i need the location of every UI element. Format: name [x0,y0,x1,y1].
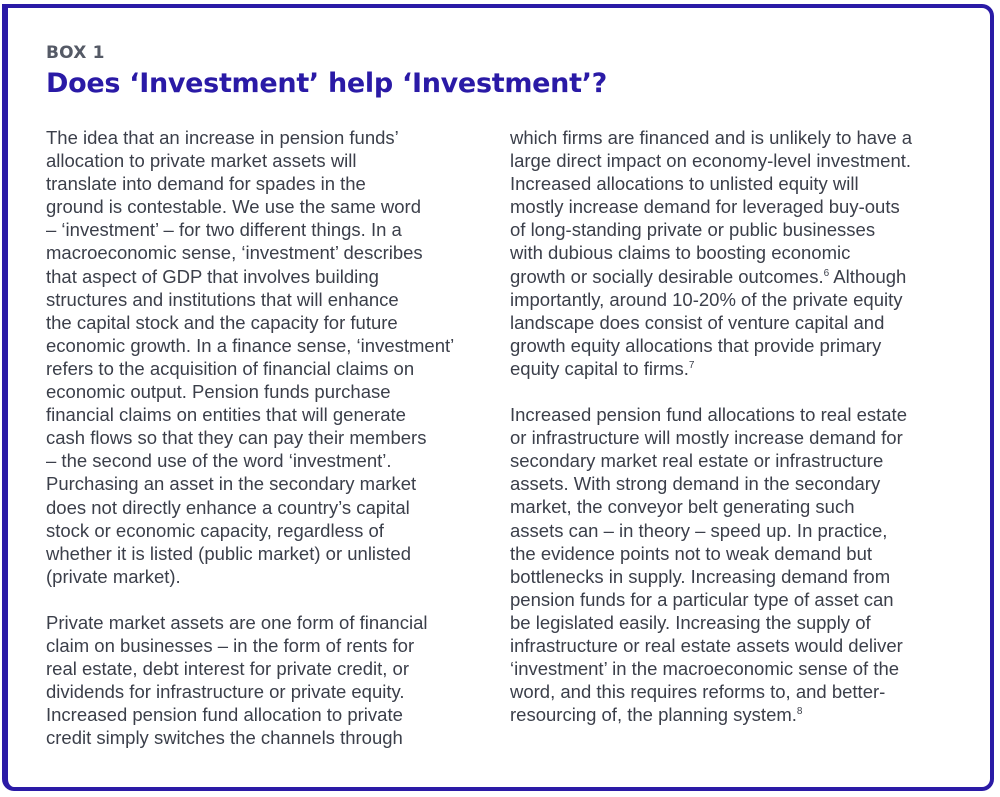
text-line [510,703,960,726]
text-line: stock or economic capacity, regardless of [46,519,384,541]
text-line: assets can – in theory – speed up. In practice, [510,519,888,541]
footnote-ref-6[interactable]: 6 [823,267,830,279]
text-line: Increased pension fund allocation to private [46,704,403,726]
text-line: mostly increase demand for leveraged buy-outs [510,196,900,218]
text-line: growth equity allocations that provide primary [510,334,882,356]
text-line: translate into demand for spades in the [46,173,366,195]
text-line: credit simply switches the channels through [46,727,403,749]
text-line: whether it is listed (public market) or unlisted [46,542,412,564]
text-line: word, and this requires reforms to, and better- [510,681,886,703]
text-line: Increased allocations to unlisted equity will [510,173,859,195]
text-line: financial claims on entities that will generate [46,404,406,426]
text-line [510,265,960,288]
text-line: does not directly enhance a country’s capital [46,496,410,518]
text-line: Private market assets are one form of financial [46,611,428,633]
text-line [510,357,960,380]
text-line: of long-standing private or public businesses [510,219,876,241]
text-line: ‘investment’ in the macroeconomic sense of the [510,658,900,680]
text-line: claim on businesses – in the form of rents for [46,634,415,656]
text-line: dividends for infrastructure or private equity. [46,681,405,703]
right-paragraph-1 [510,126,960,380]
text-line: with dubious claims to boosting economic [510,242,851,264]
line-text: resourcing of, the planning system. [510,704,797,726]
text-line: – the second use of the word ‘investment’. [46,450,392,472]
text-line: market, the conveyor belt generating such [510,496,855,518]
text-line: allocation to private market assets will [46,150,357,172]
text-line: large direct impact on economy-level investment. [510,150,912,172]
text-line: The idea that an increase in pension funds’ [46,127,399,148]
text-line: structures and institutions that will enhance [46,288,399,310]
right-paragraph-2 [510,403,960,726]
box-label: BOX 1 [46,43,105,63]
text-line: macroeconomic sense, ‘investment’ describes [46,242,423,264]
text-line: that aspect of GDP that involves building [46,265,379,287]
text-line: the capital stock and the capacity for future [46,311,398,333]
text-line: (private market). [46,565,181,587]
footnote-ref-7[interactable]: 7 [688,359,695,371]
text-line: cash flows so that they can pay their members [46,427,427,449]
text-line: which firms are financed and is unlikely to have a [510,127,913,148]
line-text: growth or socially desirable outcomes. [510,265,824,287]
text-line: real estate, debt interest for private credit, or [46,658,409,680]
text-line: economic output. Pension funds purchase [46,381,391,403]
left-paragraph-2 [46,611,486,750]
text-line: the evidence points not to weak demand but [510,542,873,564]
text-line: importantly, around 10-20% of the private equity [510,288,903,310]
text-line: pension funds for a particular type of asset can [510,588,894,610]
footnote-ref-8[interactable]: 8 [796,706,803,718]
text-line: Purchasing an asset in the secondary market [46,473,417,495]
text-line: economic growth. In a finance sense, ‘investment’ [46,334,455,356]
text-line: bottlenecks in supply. Increasing demand from [510,565,891,587]
box-title: Does ‘Investment’ help ‘Investment’? [46,68,608,99]
left-column [46,126,486,749]
text-line: or infrastructure will mostly increase demand for [510,427,903,449]
text-line: infrastructure or real estate assets would deliver [510,634,903,656]
text-line: landscape does consist of venture capital and [510,311,885,333]
text-line: secondary market real estate or infrastructure [510,450,884,472]
line-text: Although [829,265,907,287]
text-line: refers to the acquisition of financial claims on [46,357,415,379]
text-line: be legislated easily. Increasing the supply of [510,611,871,633]
line-text: equity capital to firms. [510,357,689,379]
text-line: – ‘investment’ – for two different things. In a [46,219,402,241]
text-line: assets. With strong demand in the secondary [510,473,881,495]
left-paragraph-1 [46,126,486,588]
right-column [510,126,960,726]
text-line: ground is contestable. We use the same word [46,196,422,218]
text-line: Increased pension fund allocations to real estate [510,404,907,426]
